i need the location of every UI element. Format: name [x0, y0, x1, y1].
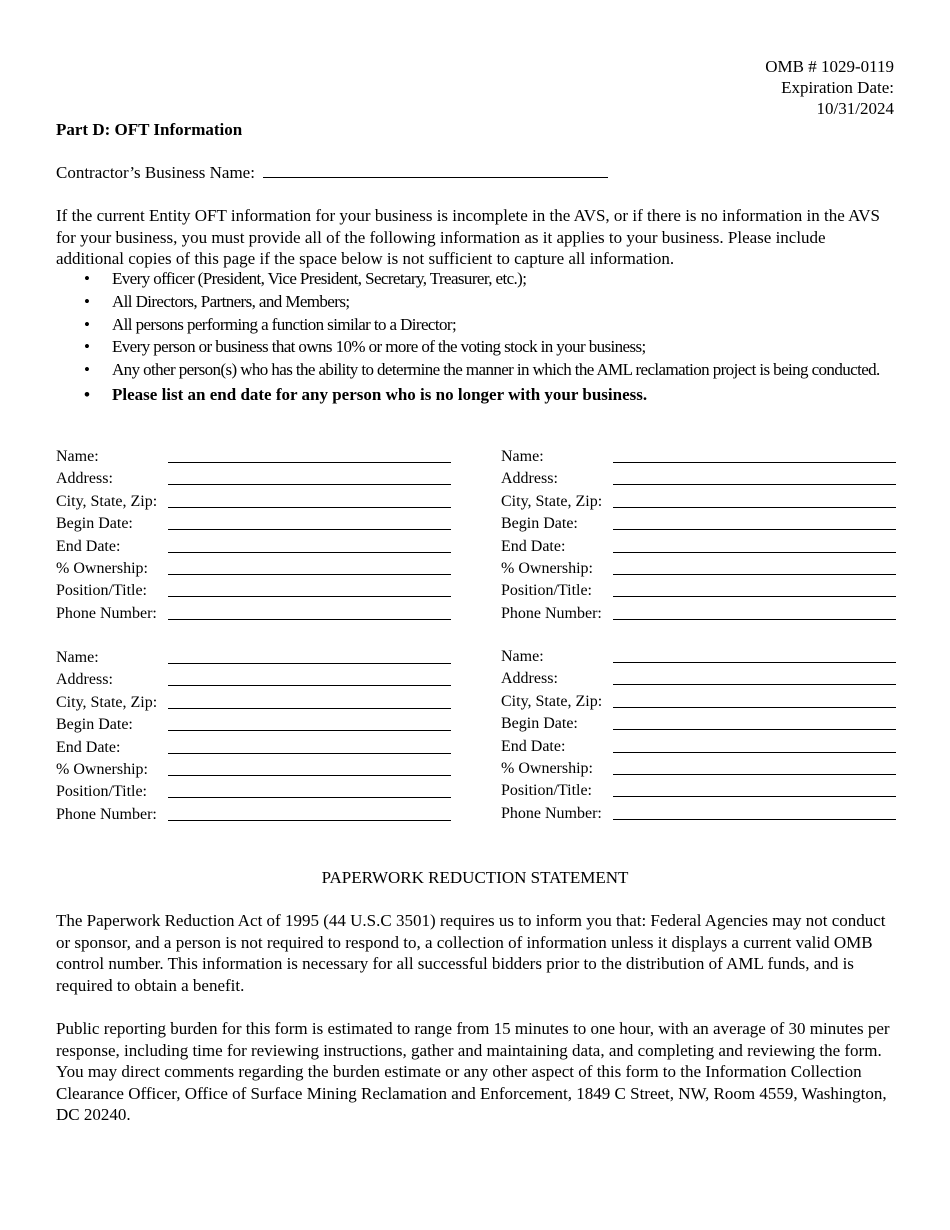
field-row-end-date	[56, 739, 451, 761]
field-input-line[interactable]	[168, 574, 451, 575]
field-label: % Ownership:	[501, 559, 593, 577]
field-input-line[interactable]	[168, 663, 451, 664]
field-input-line[interactable]	[613, 529, 896, 530]
field-label: Phone Number:	[501, 604, 602, 622]
field-row-address	[56, 470, 451, 492]
field-input-line[interactable]	[613, 662, 896, 663]
expiration-label: Expiration Date:	[781, 78, 894, 97]
field-label: City, State, Zip:	[56, 492, 158, 510]
business-name-field[interactable]	[263, 162, 608, 178]
person-block	[56, 649, 451, 828]
field-row-position-title	[56, 783, 451, 805]
field-input-line[interactable]	[168, 596, 451, 597]
field-row-phone-number	[56, 806, 451, 828]
field-input-line[interactable]	[613, 774, 896, 775]
field-row-city-state-zip	[501, 493, 896, 515]
field-label: Address:	[501, 670, 558, 688]
field-row-city-state-zip	[501, 693, 896, 715]
field-input-line[interactable]	[168, 753, 451, 754]
field-row-address	[501, 670, 896, 692]
field-row-position-title	[56, 582, 451, 604]
field-row-address	[56, 671, 451, 693]
field-label: Begin Date:	[501, 515, 578, 533]
field-label: Address:	[56, 671, 113, 689]
bullet-icon: •	[84, 337, 90, 357]
field-row-begin-date	[501, 715, 896, 737]
field-label: Phone Number:	[56, 604, 157, 622]
field-label: End Date:	[501, 537, 566, 555]
field-input-line[interactable]	[613, 552, 896, 553]
paperwork-paragraph-1: The Paperwork Reduction Act of 1995 (44 U.S.C 3501) requires us to inform you that: Federal Agencies may not conduct or sponsor, and a person is not required to respond to, a collection of information unless it displays a current valid OMB control number. This information is necessary for all successful bidders prior to the distribution of AML funds, and is required to obtain a benefit.	[56, 911, 886, 995]
field-input-line[interactable]	[613, 752, 896, 753]
field-input-line[interactable]	[168, 552, 451, 553]
field-row-ownership	[56, 560, 451, 582]
field-input-line[interactable]	[168, 529, 451, 530]
field-input-line[interactable]	[613, 729, 896, 730]
field-label: Phone Number:	[501, 804, 602, 822]
person-block	[501, 448, 896, 627]
field-label: Address:	[501, 470, 558, 488]
field-row-name	[56, 649, 451, 671]
field-label: End Date:	[56, 537, 121, 555]
field-label: End Date:	[501, 737, 566, 755]
paperwork-title: PAPERWORK REDUCTION STATEMENT	[321, 868, 629, 887]
field-input-line[interactable]	[168, 507, 451, 508]
field-row-end-date	[56, 538, 451, 560]
field-row-end-date	[501, 538, 896, 560]
field-label: Name:	[56, 649, 99, 666]
field-input-line[interactable]	[613, 484, 896, 485]
list-item: • Any other person(s) who has the ability to determine the manner in which the AML reclamation project is being conducted.	[84, 360, 880, 380]
list-item: • Every person or business that owns 10% or more of the voting stock in your business;	[84, 337, 646, 357]
field-input-line[interactable]	[613, 574, 896, 575]
field-row-position-title	[501, 782, 896, 804]
field-row-begin-date	[56, 515, 451, 537]
field-label: Phone Number:	[56, 805, 157, 823]
field-label: % Ownership:	[501, 759, 593, 777]
field-input-line[interactable]	[613, 684, 896, 685]
field-input-line[interactable]	[168, 619, 451, 620]
field-input-line[interactable]	[168, 797, 451, 798]
bullet-icon: •	[84, 291, 90, 311]
bullet-icon: •	[84, 314, 90, 334]
field-row-city-state-zip	[56, 694, 451, 716]
bullet-icon: •	[84, 384, 90, 404]
field-label: Begin Date:	[56, 716, 133, 734]
list-item: • Please list an end date for any person who is no longer with your business.	[84, 384, 648, 404]
field-label: Position/Title:	[56, 783, 147, 801]
person-block	[501, 648, 896, 827]
part-title: Part D: OFT Information	[56, 120, 243, 139]
field-input-line[interactable]	[168, 685, 451, 686]
field-row-address	[501, 470, 896, 492]
field-label: Begin Date:	[501, 715, 578, 733]
field-input-line[interactable]	[613, 596, 896, 597]
field-row-city-state-zip	[56, 493, 451, 515]
field-input-line[interactable]	[613, 707, 896, 708]
field-label: City, State, Zip:	[56, 693, 158, 711]
bullet-icon: •	[84, 269, 90, 288]
field-row-name	[501, 448, 896, 470]
field-row-phone-number	[501, 605, 896, 627]
field-input-line[interactable]	[613, 819, 896, 820]
field-label: Position/Title:	[501, 782, 592, 800]
field-label: Position/Title:	[56, 582, 147, 600]
omb-header	[765, 56, 894, 119]
field-input-line[interactable]	[168, 730, 451, 731]
omb-number: OMB # 1029-0119	[765, 57, 894, 76]
field-row-ownership	[501, 560, 896, 582]
field-row-begin-date	[501, 515, 896, 537]
field-label: Address:	[56, 470, 113, 488]
field-input-line[interactable]	[168, 484, 451, 485]
field-row-name	[501, 648, 896, 670]
paperwork-paragraph-2: Public reporting burden for this form is estimated to range from 15 minutes to one hour, with an average of 30 minutes per response, including time for reviewing instructions, gather and maintaining data, and completing and reviewing the form. You may direct comments regarding the burden estimate or any other aspect of this form to the Information Collection Clearance Officer, Office of Surface Mining Reclamation and Enforcement, 1849 C Street, NW, Room 4559, Washington, DC 20240.	[56, 1019, 890, 1124]
list-item: • All Directors, Partners, and Members;	[84, 291, 350, 311]
field-label: % Ownership:	[56, 559, 148, 577]
field-label: Name:	[501, 448, 544, 465]
field-input-line[interactable]	[168, 462, 451, 463]
field-row-name	[56, 448, 451, 470]
field-label: % Ownership:	[56, 760, 148, 778]
field-input-line[interactable]	[168, 708, 451, 709]
field-row-ownership	[56, 761, 451, 783]
field-input-line[interactable]	[613, 462, 896, 463]
field-label: City, State, Zip:	[501, 492, 603, 510]
requirements-list	[56, 268, 896, 406]
field-label: City, State, Zip:	[501, 692, 603, 710]
field-row-begin-date	[56, 716, 451, 738]
field-input-line[interactable]	[613, 619, 896, 620]
person-block	[56, 448, 451, 627]
field-label: Name:	[56, 448, 99, 465]
list-item: • All persons performing a function similar to a Director;	[84, 314, 457, 334]
field-label: Begin Date:	[56, 515, 133, 533]
field-row-end-date	[501, 738, 896, 760]
bullet-icon: •	[84, 360, 90, 380]
field-row-position-title	[501, 582, 896, 604]
list-item: • Every officer (President, Vice President, Secretary, Treasurer, etc.);	[84, 269, 527, 288]
field-row-phone-number	[501, 805, 896, 827]
expiration-date: 10/31/2024	[816, 99, 894, 118]
field-input-line[interactable]	[613, 507, 896, 508]
field-label: Position/Title:	[501, 582, 592, 600]
field-input-line[interactable]	[168, 820, 451, 821]
field-input-line[interactable]	[613, 796, 896, 797]
field-input-line[interactable]	[168, 775, 451, 776]
field-row-phone-number	[56, 605, 451, 627]
business-name-label: Contractor’s Business Name:	[56, 163, 255, 182]
business-name-row	[56, 162, 608, 183]
field-label: Name:	[501, 648, 544, 665]
field-row-ownership	[501, 760, 896, 782]
intro-paragraph: If the current Entity OFT information for your business is incomplete in the AVS, or if there is no information in the AVS for your business, you must provide all of the following information as it applies to your business. Please include additional copies of this page if the space below is not sufficient to capture all information.	[56, 206, 880, 268]
field-label: End Date:	[56, 738, 121, 756]
